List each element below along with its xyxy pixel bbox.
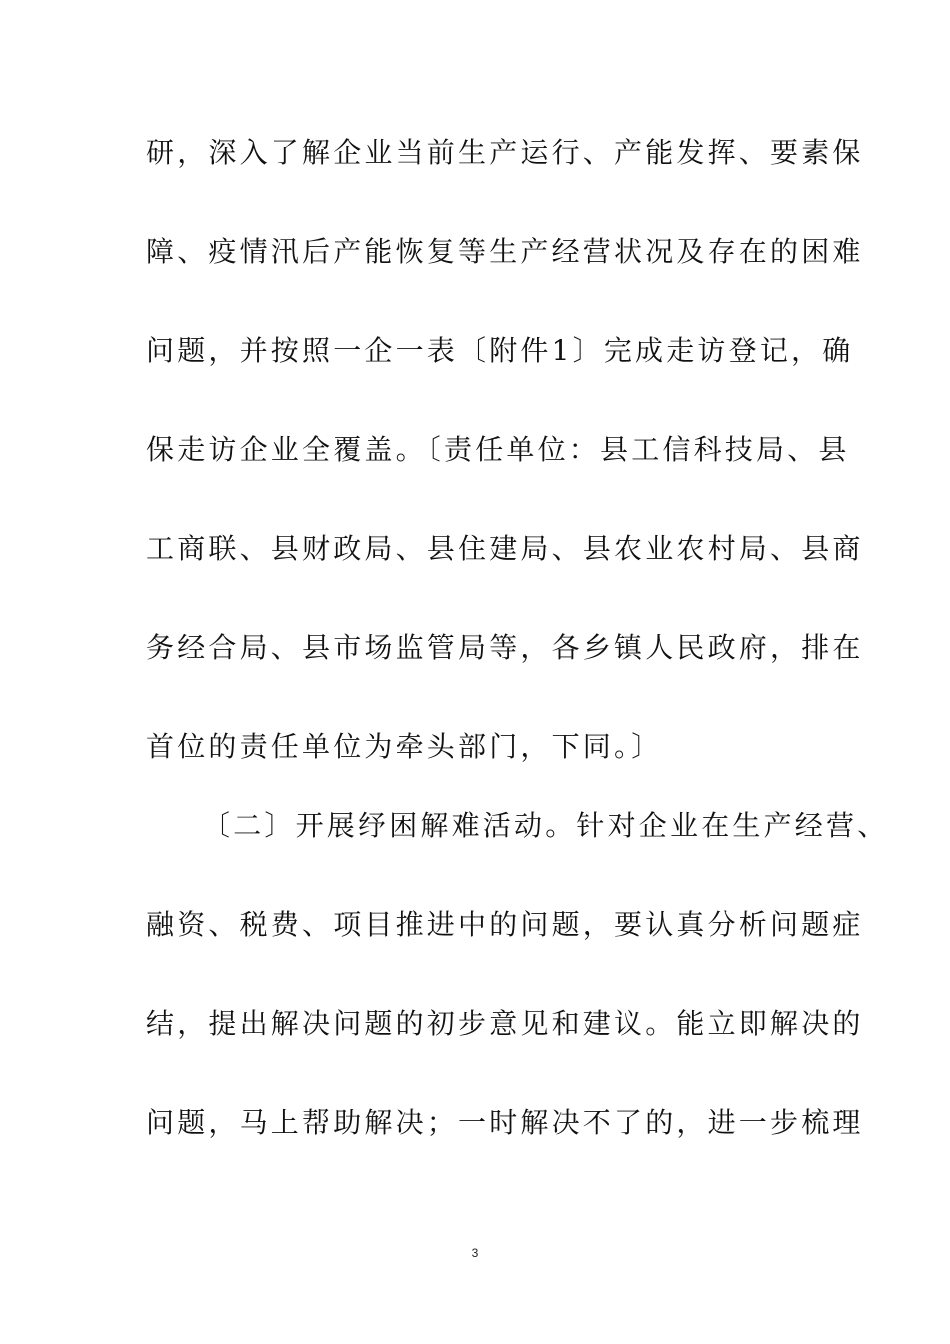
body-text-line: 务经合局、县市场监管局等，各乡镇人民政府，排在 [146, 631, 864, 664]
section-heading-line: 〔二〕开展纾困解难活动。针对企业在生产经营、 [202, 809, 889, 842]
body-text-line: 结，提出解决问题的初步意见和建议。能立即解决的 [146, 1007, 864, 1040]
body-text-line: 融资、税费、项目推进中的问题，要认真分析问题症 [146, 908, 864, 941]
body-text-line: 保走访企业全覆盖。〔责任单位：县工信科技局、县 [146, 433, 850, 466]
body-text-line: 障、疫情汛后产能恢复等生产经营状况及存在的困难 [146, 235, 864, 268]
body-text-line: 问题，并按照一企一表〔附件1〕完成走访登记，确 [146, 334, 854, 367]
page-number: 3 [471, 1246, 479, 1260]
body-text-line: 问题，马上帮助解决；一时解决不了的，进一步梳理 [146, 1106, 864, 1139]
body-text-line: 首位的责任单位为牵头部门，下同。〕 [146, 730, 663, 763]
body-text-line: 研，深入了解企业当前生产运行、产能发挥、要素保 [146, 136, 864, 169]
body-text-line: 工商联、县财政局、县住建局、县农业农村局、县商 [146, 532, 864, 565]
